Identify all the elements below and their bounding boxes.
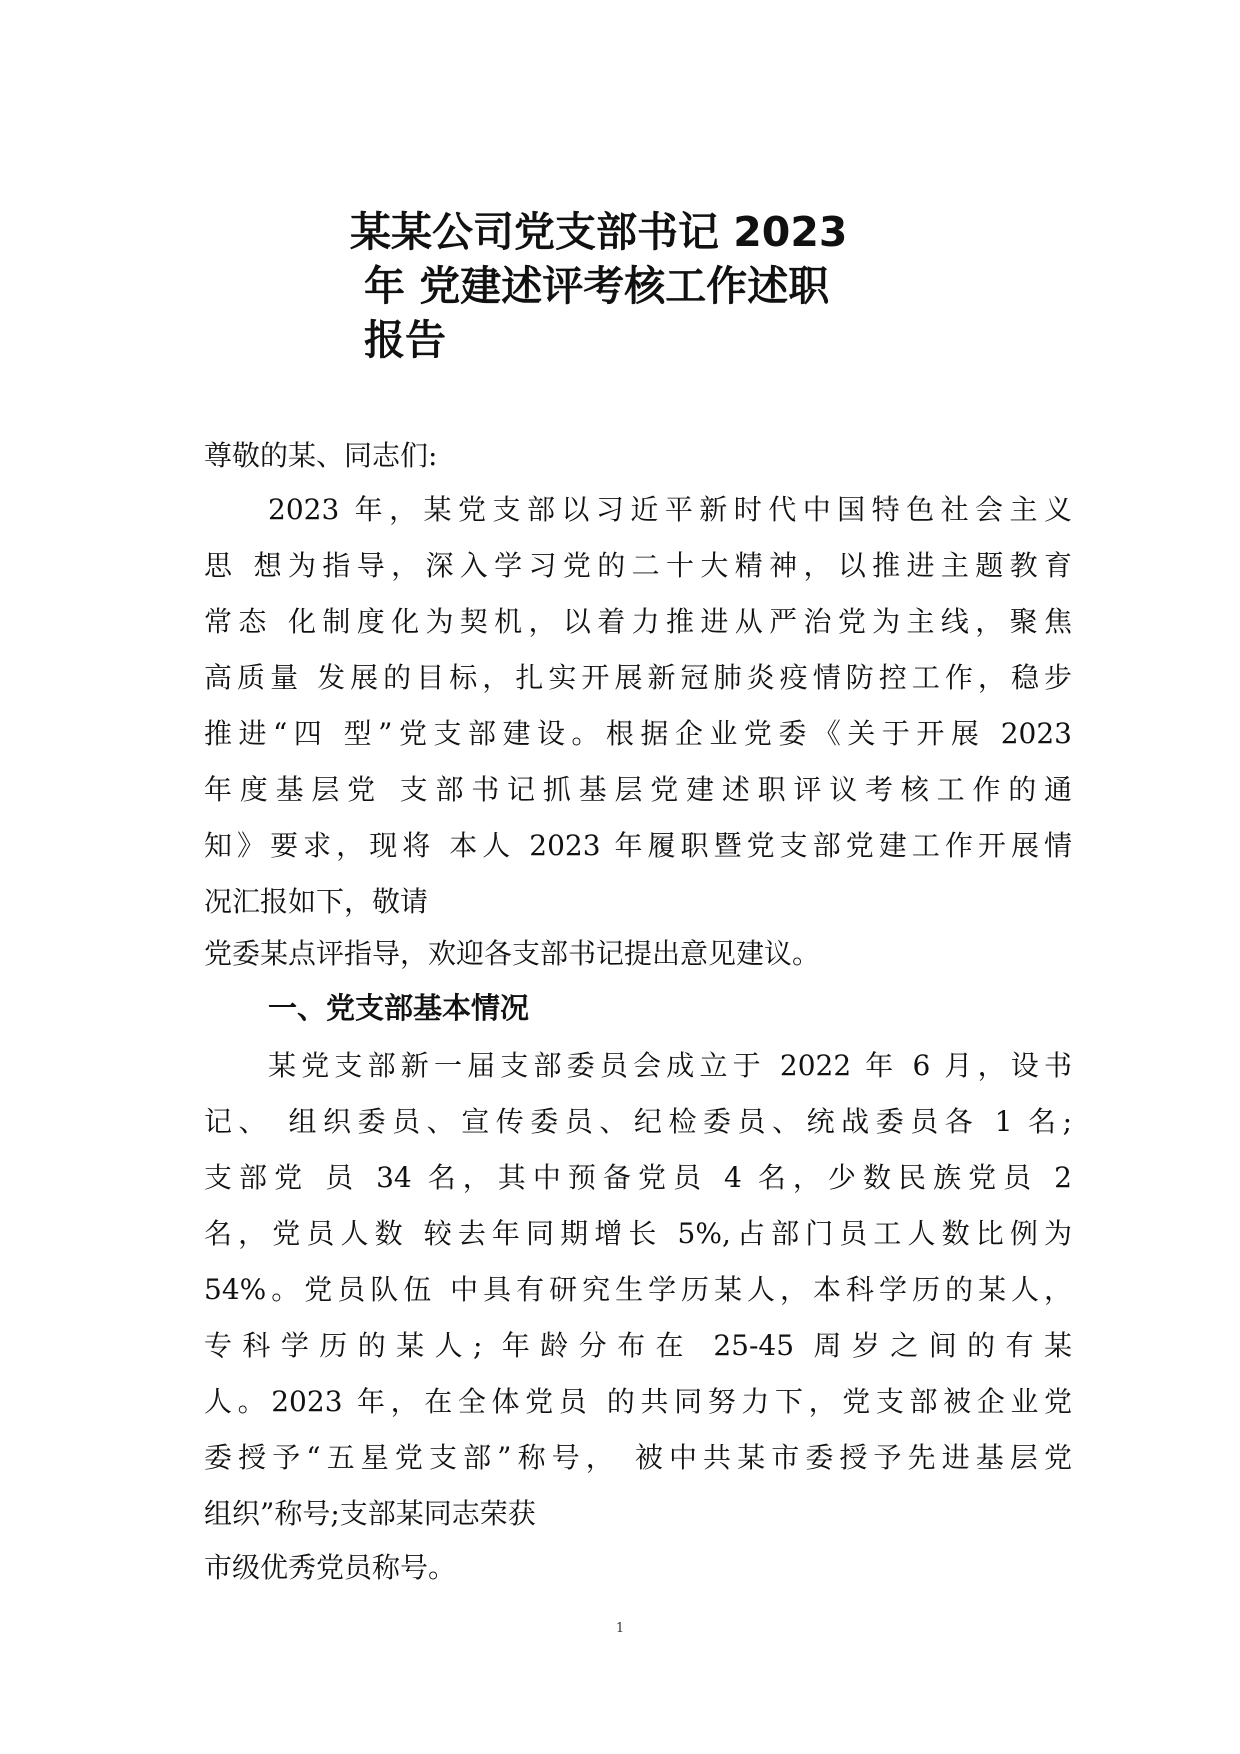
section1-line-5: 54%。党员队伍 中具有研究生学历某人，本科学历的某人，	[204, 1273, 1072, 1306]
section1-line-7: 人。2023 年，在全体党员 的共同努力下，党支部被企业党	[204, 1385, 1072, 1418]
title-line-1: 某某公司党支部书记 2023	[350, 208, 848, 256]
intro-line-6: 年度基层党 支部书记抓基层党建述职评议考核工作的通	[204, 773, 1072, 806]
page-number: 1	[615, 1621, 625, 1636]
section1-line-1: 某党支部新一届支部委员会成立于 2022 年 6 月，设书	[268, 1049, 1072, 1082]
salutation: 尊敬的某、同志们:	[204, 439, 438, 472]
section1-line-2: 记、 组织委员、宣传委员、纪检委员、统战委员各 1 名;	[204, 1105, 1072, 1138]
intro-line-1: 2023 年，某党支部以习近平新时代中国特色社会主义	[268, 493, 1072, 526]
intro-line-8: 况汇报如下，敬请	[204, 885, 429, 918]
section-heading-1: 一、党支部基本情况	[268, 991, 530, 1025]
title-line-3: 报告	[364, 316, 446, 364]
intro-line-4: 高质量 发展的目标，扎实开展新冠肺炎疫情防控工作，稳步	[204, 661, 1072, 694]
section1-line-6: 专科学历的某人; 年龄分布在 25-45 周岁之间的有某	[204, 1329, 1072, 1362]
intro-line-2: 思 想为指导，深入学习党的二十大精神，以推进主题教育	[204, 549, 1072, 582]
section1-line-10: 市级优秀党员称号。	[204, 1551, 457, 1584]
document-title	[350, 205, 910, 367]
title-line-2: 年 党建述评考核工作述职	[364, 262, 830, 310]
intro-line-7: 知》要求，现将 本人 2023 年履职暨党支部党建工作开展情	[204, 829, 1072, 862]
section1-line-4: 名，党员人数 较去年同期增长 5%,占部门员工人数比例为	[204, 1217, 1072, 1250]
section1-line-9: 组织”称号;支部某同志荣获	[204, 1497, 536, 1530]
intro-line-9: 党委某点评指导，欢迎各支部书记提出意见建议。	[204, 937, 821, 970]
section1-line-8: 委授予“五星党支部”称号， 被中共某市委授予先进基层党	[204, 1441, 1072, 1474]
intro-line-3: 常态 化制度化为契机，以着力推进从严治党为主线，聚焦	[204, 605, 1072, 638]
section1-line-3: 支部党 员 34 名，其中预备党员 4 名，少数民族党员 2	[204, 1161, 1072, 1194]
intro-line-5: 推进“四 型”党支部建设。根据企业党委《关于开展 2023	[204, 717, 1072, 750]
